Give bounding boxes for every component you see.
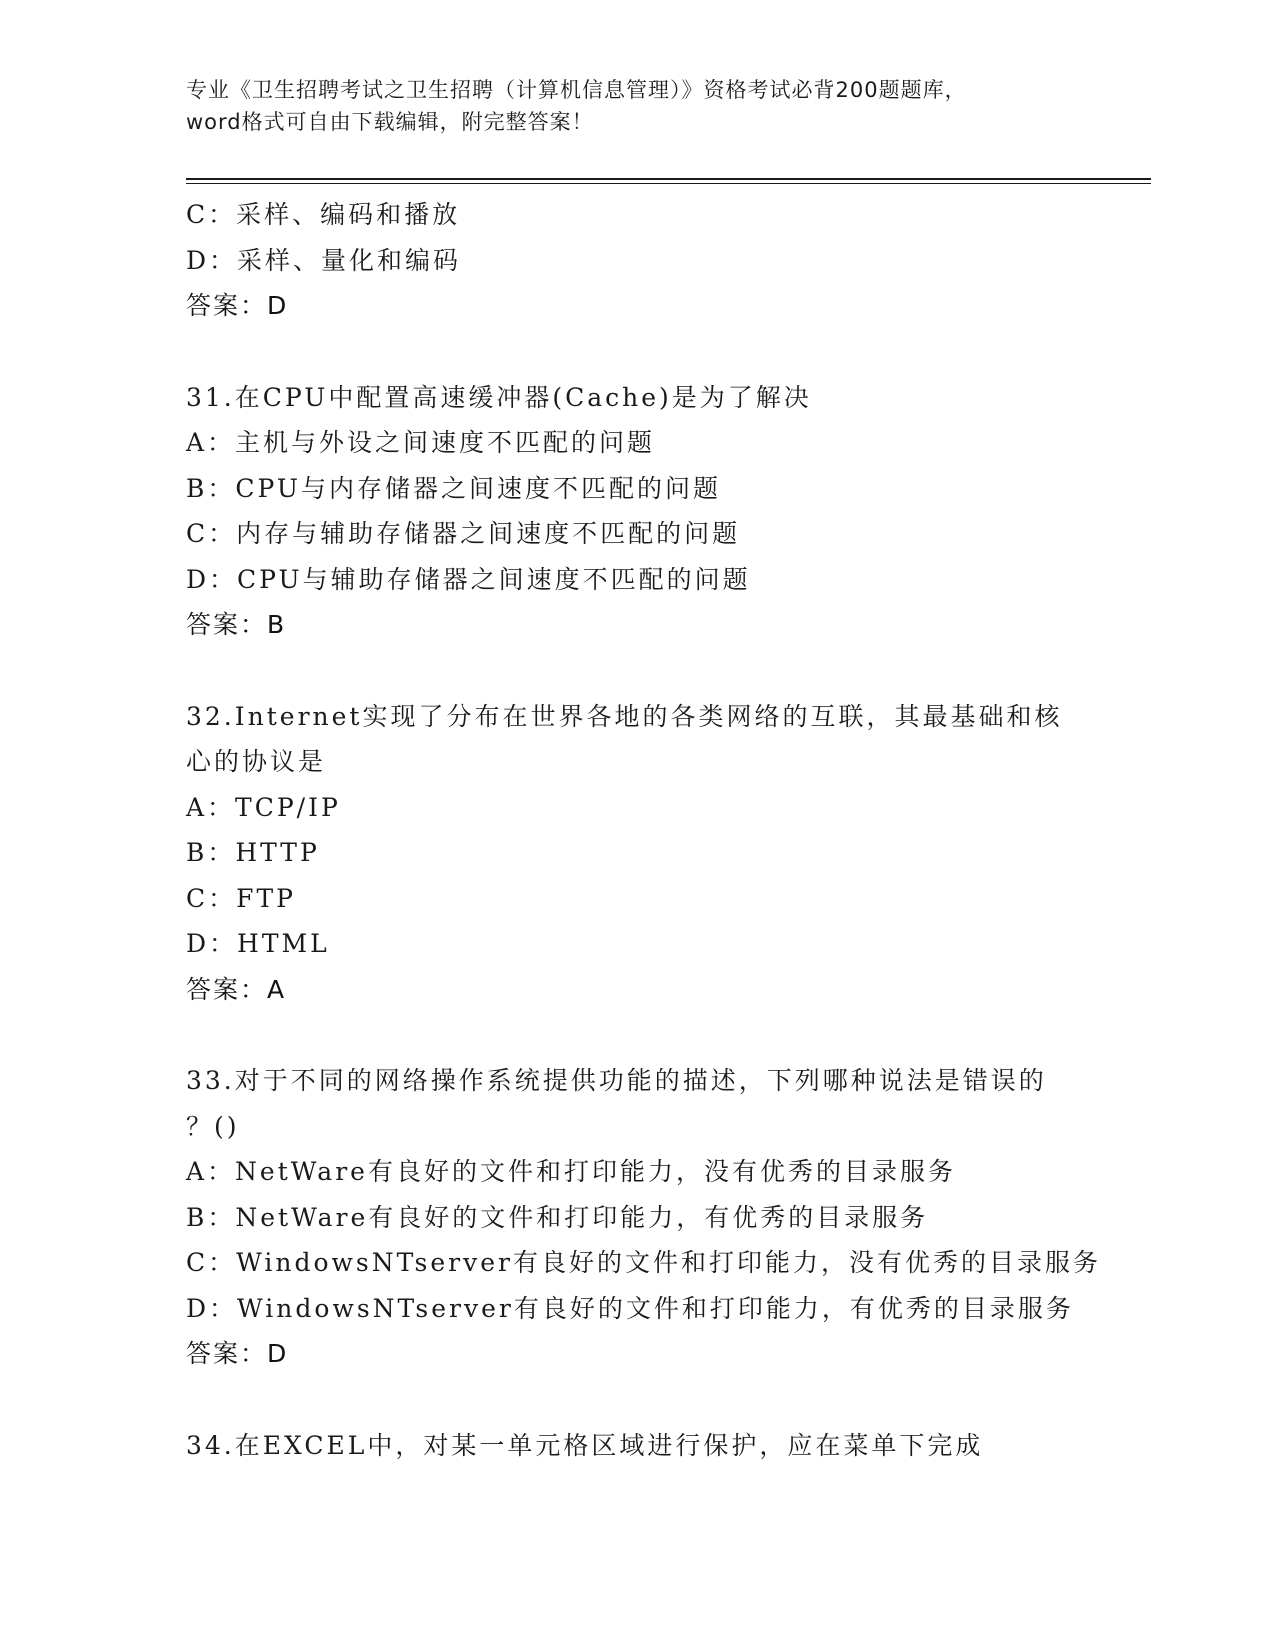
option-c: C：采样、编码和播放: [186, 200, 461, 229]
answer-line: 答案：D: [186, 291, 289, 320]
option-c: C：内存与辅助存储器之间速度不匹配的问题: [186, 519, 741, 548]
option-b: B：HTTP: [186, 838, 320, 867]
question-33: [186, 1058, 1101, 1377]
answer-line: 答案：D: [186, 1339, 289, 1368]
document-header: [186, 74, 1086, 138]
option-d: D：HTML: [186, 929, 330, 958]
option-a: A：TCP/IP: [186, 792, 341, 822]
spacer: [186, 1377, 1086, 1423]
question-30-continued: [186, 192, 1086, 329]
option-a: A：NetWare有良好的文件和打印能力，没有优秀的目录服务: [186, 1157, 956, 1186]
option-d: D：采样、量化和编码: [186, 245, 462, 275]
spacer: [186, 1012, 1086, 1058]
document-body: [186, 192, 1101, 1468]
question-31: [186, 375, 1086, 648]
header-rule-thin: [186, 183, 1151, 184]
question-stem: 33.对于不同的网络操作系统提供功能的描述，下列哪种说法是错误的: [186, 1066, 1047, 1095]
spacer: [186, 648, 1086, 694]
option-b: B：NetWare有良好的文件和打印能力，有优秀的目录服务: [186, 1202, 929, 1232]
answer-line: 答案：B: [186, 610, 287, 639]
question-stem: 32.Internet实现了分布在世界各地的各类网络的互联，其最基础和核: [186, 701, 1063, 731]
question-32: [186, 694, 1086, 1013]
header-title-line-2: word格式可自由下载编辑，附完整答案！: [186, 110, 594, 134]
question-stem-continued: 心的协议是: [186, 747, 327, 776]
option-d: D：CPU与辅助存储器之间速度不匹配的问题: [186, 564, 751, 594]
question-stem: 34.在EXCEL中，对某一单元格区域进行保护，应在菜单下完成: [186, 1430, 984, 1460]
answer-line: 答案：A: [186, 974, 287, 1004]
question-stem-continued: ？(): [186, 1111, 240, 1141]
header-title-line-1: 专业《卫生招聘考试之卫生招聘（计算机信息管理）》资格考试必背200题题库，: [186, 78, 967, 102]
option-b: B：CPU与内存储器之间速度不匹配的问题: [186, 473, 721, 503]
header-rule-thick: [186, 178, 1151, 180]
question-stem: 31.在CPU中配置高速缓冲器(Cache)是为了解决: [186, 382, 812, 412]
option-a: A：主机与外设之间速度不匹配的问题: [186, 428, 656, 457]
option-d: D：WindowsNTserver有良好的文件和打印能力，有优秀的目录服务: [186, 1293, 1074, 1323]
option-c: C：WindowsNTserver有良好的文件和打印能力，没有优秀的目录服务: [186, 1248, 1101, 1277]
question-34: [186, 1423, 1086, 1469]
option-c: C：FTP: [186, 883, 296, 913]
spacer: [186, 329, 1086, 375]
